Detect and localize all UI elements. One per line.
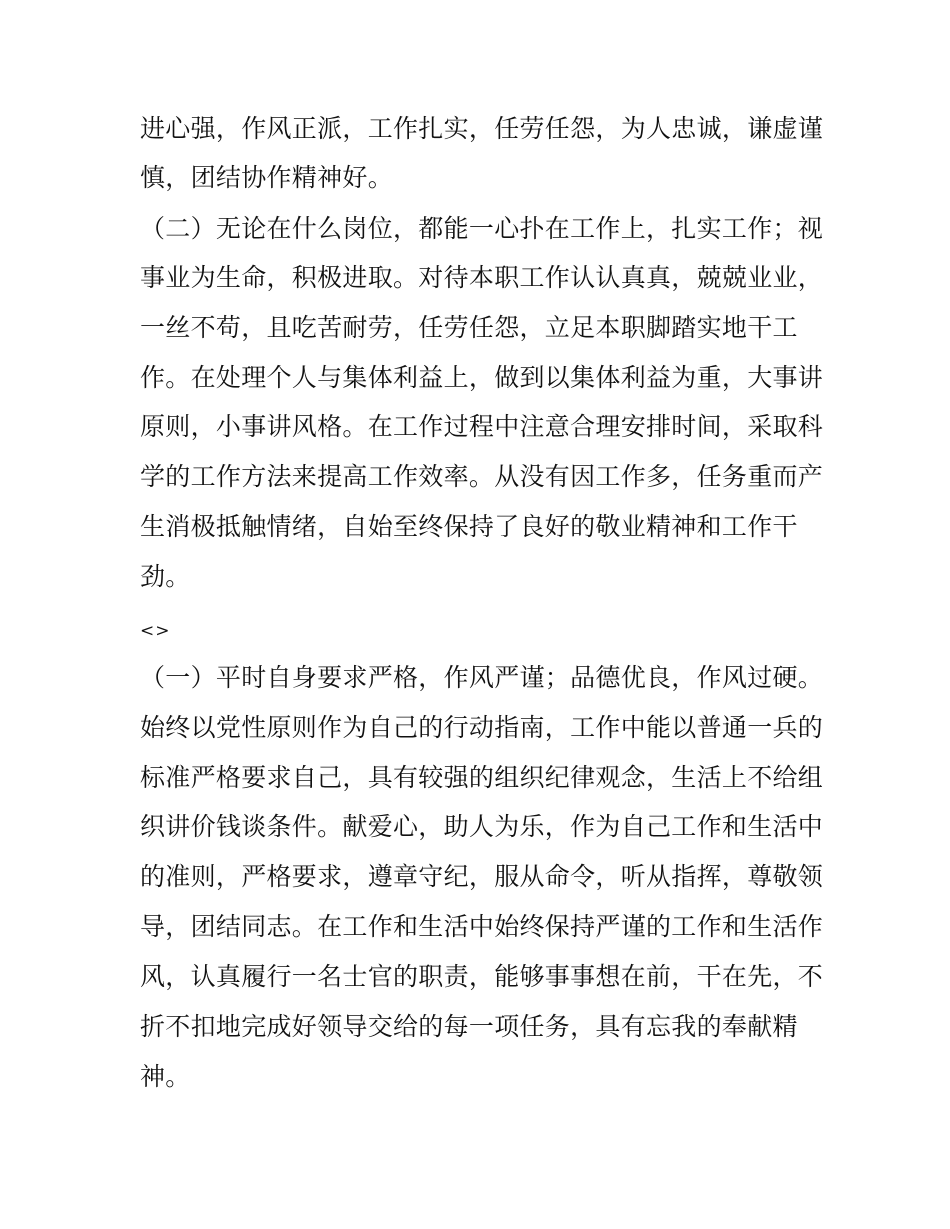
text-line: 折不扣地完成好领导交给的每一项任务，具有忘我的奉献精 [140,1012,798,1041]
text-line: 一丝不苟，且吃苦耐劳，任劳任怨，立足本职脚踏实地干工 [140,313,798,342]
text-line: （一）平时自身要求严格，作风严谨；品德优良，作风过硬。 [140,663,824,692]
text-line: （二）无论在什么岗位，都能一心扑在工作上，扎实工作；视 [140,214,824,243]
text-line: 事业为生命，积极进取。对待本职工作认认真真，兢兢业业， [140,263,824,292]
text-line: 生消极抵触情绪，自始至终保持了良好的敬业精神和工作干 [140,512,798,541]
text-line: 导，团结同志。在工作和生活中始终保持严谨的工作和生活作 [140,912,824,941]
text-line: 原则，小事讲风格。在工作过程中注意合理安排时间，采取科 [140,412,824,441]
text-line: 标准严格要求自己，具有较强的组织纪律观念，生活上不给组 [140,763,824,792]
text-line: 风，认真履行一名士官的职责，能够事事想在前，干在先，不 [140,962,824,991]
text-line: 慎，团结协作精神好。 [140,163,394,192]
text-line: 织讲价钱谈条件。献爱心，助人为乐，作为自己工作和生活中 [140,812,824,841]
section-marker: <> [140,621,171,641]
text-line: 学的工作方法来提高工作效率。从没有因工作多，任务重而产 [140,462,824,491]
text-line: 作。在处理个人与集体利益上，做到以集体利益为重，大事讲 [140,363,824,392]
text-line: 始终以党性原则作为自己的行动指南，工作中能以普通一兵的 [140,713,824,742]
text-line: 神。 [140,1062,191,1091]
text-line: 劲。 [140,562,191,591]
text-line: 的准则，严格要求，遵章守纪，服从命令，听从指挥，尊敬领 [140,862,824,891]
text-line: 进心强，作风正派，工作扎实，任劳任怨，为人忠诚，谦虚谨 [140,114,824,143]
